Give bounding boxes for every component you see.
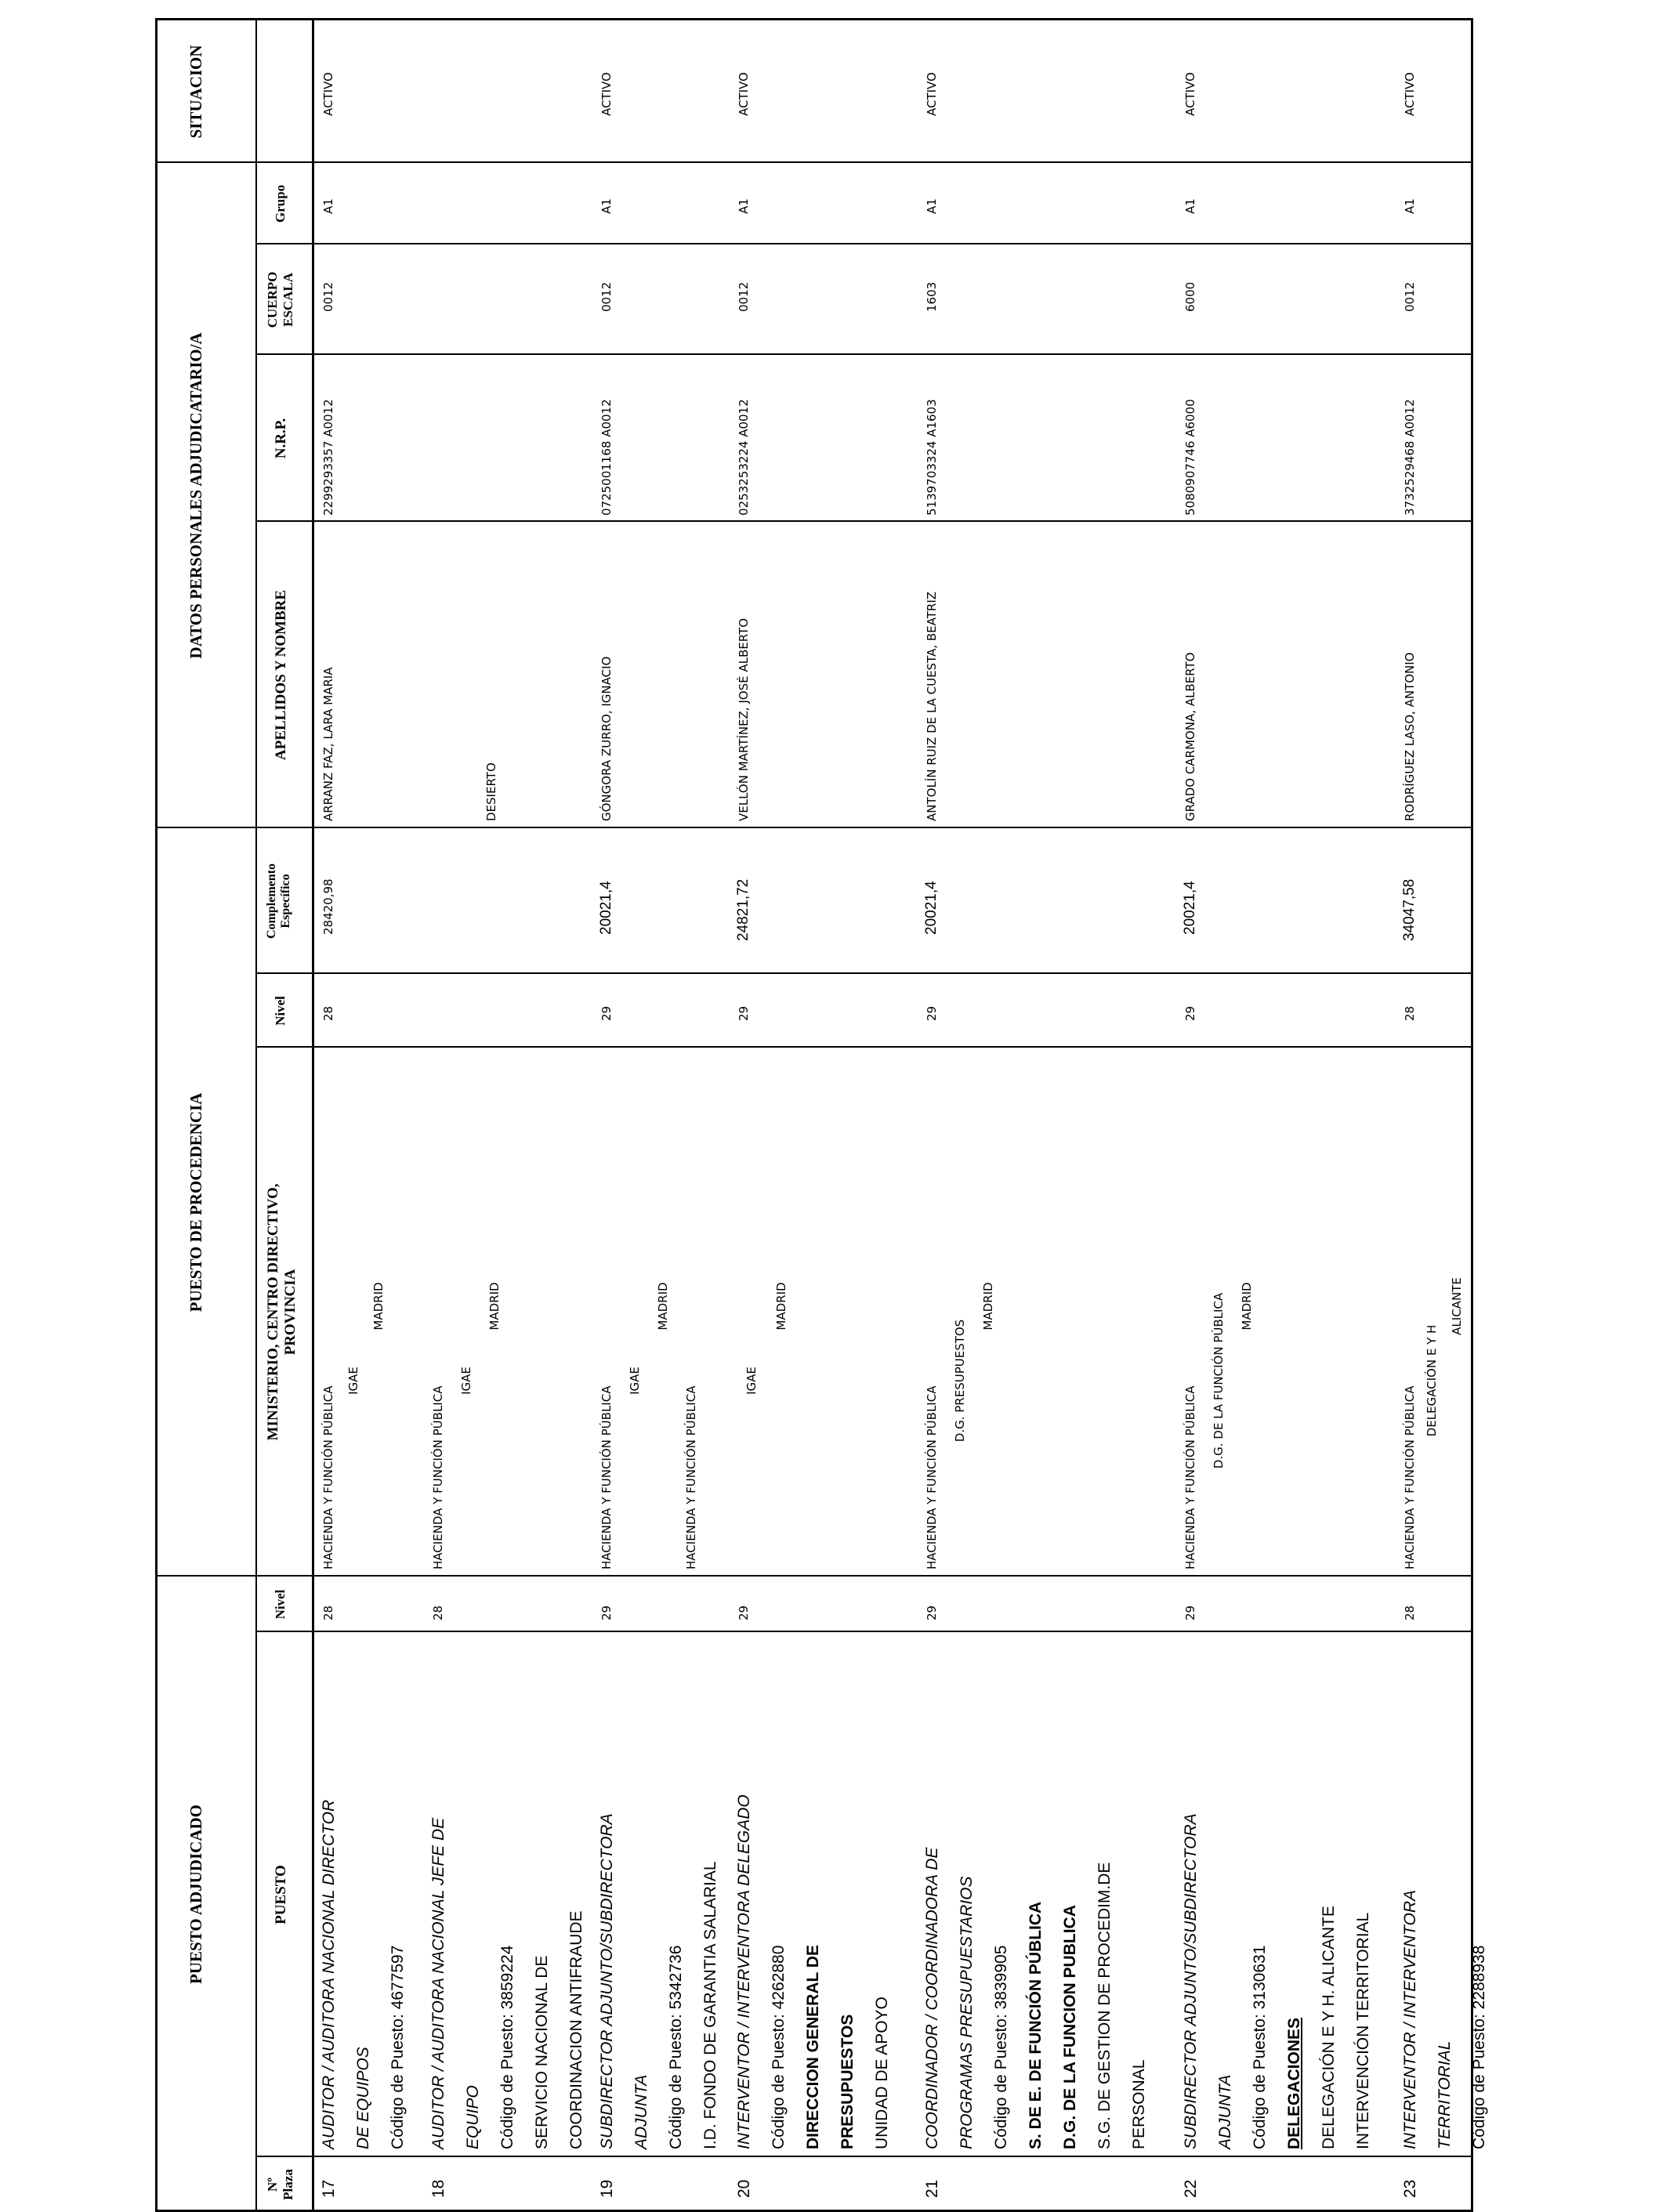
centro-directivo: IGAE xyxy=(628,1367,642,1395)
centro-directivo: IGAE xyxy=(459,1367,473,1395)
col-divider xyxy=(255,972,1473,974)
apellidos-nombre: VELLÓN MARTÍNEZ, JOSÉ ALBERTO xyxy=(737,617,751,821)
rotated-table-page xyxy=(155,18,1488,2212)
apellidos-nombre: ANTOLÍN RUIZ DE LA CUESTA, BEATRIZ xyxy=(925,591,939,821)
apellidos-nombre: DESIERTO xyxy=(484,762,498,821)
nrp: 0725001168 A0012 xyxy=(599,399,614,516)
nivel-proc: 29 xyxy=(925,1005,939,1021)
puesto-text: INTERVENTOR / INTERVENTORA TERRITORIAL Código de Puesto: 2288938 xyxy=(1401,1889,1488,2149)
complemento: 28420,98 xyxy=(321,878,335,935)
col-header-nivel-proc: Nivel xyxy=(273,996,288,1026)
nivel: 28 xyxy=(321,1605,335,1620)
plaza-number: 22 xyxy=(1182,2179,1200,2198)
ministerio: HACIENDA Y FUNCIÓN PÚBLICA xyxy=(1403,1385,1417,1569)
situacion: ACTIVO xyxy=(737,72,751,116)
header-situacion: SITUACION xyxy=(187,45,205,139)
group-divider xyxy=(155,161,1473,163)
plaza-number: 21 xyxy=(923,2179,941,2198)
table-border-top xyxy=(155,18,158,2212)
puesto-text: INTERVENTOR / INTERVENTORA DELEGADO Código de Puesto: 4262880 DIRECCION GENERAL DE PRESUPUESTOS UNIDAD DE APOYO xyxy=(735,1794,891,2149)
provincia: MADRID xyxy=(981,1282,995,1330)
complemento: 20021,4 xyxy=(598,881,614,935)
nivel-proc: 29 xyxy=(1183,1005,1197,1021)
puesto-text: AUDITOR / AUDITORA NACIONAL DIRECTOR DE EQUIPOS Código de Puesto: 4677597 xyxy=(320,1799,407,2149)
cuerpo-escala: 0012 xyxy=(1403,281,1417,312)
col-header-nrp: N.R.P. xyxy=(273,418,289,459)
header-puesto-adjudicado: PUESTO ADJUDICADO xyxy=(187,1805,205,1984)
provincia: MADRID xyxy=(1240,1282,1254,1330)
col-divider xyxy=(255,243,1473,244)
complemento: 24821,72 xyxy=(735,878,752,941)
ministerio: HACIENDA Y FUNCIÓN PÚBLICA xyxy=(321,1385,335,1569)
cuerpo-escala: 0012 xyxy=(599,281,614,312)
nivel: 28 xyxy=(1403,1605,1417,1620)
nivel: 29 xyxy=(925,1605,939,1620)
situacion: ACTIVO xyxy=(321,72,335,116)
provincia: MADRID xyxy=(774,1282,788,1330)
ministerio: HACIENDA Y FUNCIÓN PÚBLICA xyxy=(1183,1385,1197,1569)
centro-directivo: D.G. DE LA FUNCIÓN PÚBLICA xyxy=(1211,1292,1226,1469)
provincia: MADRID xyxy=(487,1282,502,1330)
col-header-plaza: Nº Plaza xyxy=(265,2169,295,2200)
grupo: A1 xyxy=(925,198,939,214)
col-header-grupo: Grupo xyxy=(273,184,288,223)
col-header-ministerio: MINISTERIO, CENTRO DIRECTIVO, PROVINCIA xyxy=(265,1183,299,1441)
grupo: A1 xyxy=(321,198,335,214)
puesto-text: SUBDIRECTOR ADJUNTO/SUBDIRECTORA ADJUNTA Código de Puesto: 3130631 DELEGACIONES DELEGACIÓN E Y H. ALICANTE INTERVENCIÓN TERRITORIAL xyxy=(1182,1813,1372,2149)
nivel-proc: 29 xyxy=(599,1005,614,1021)
situacion: ACTIVO xyxy=(1183,72,1197,116)
col-divider xyxy=(255,353,1473,355)
ministerio: HACIENDA Y FUNCIÓN PÚBLICA xyxy=(431,1385,445,1569)
plaza-number: 20 xyxy=(735,2179,753,2198)
col-divider xyxy=(255,1046,1473,1048)
nivel: 29 xyxy=(737,1605,751,1620)
header-puesto-procedencia: PUESTO DE PROCEDENCIA xyxy=(187,1092,205,1312)
plaza-number: 17 xyxy=(320,2179,338,2198)
col-header-apellidos: APELLIDOS Y NOMBRE xyxy=(273,589,289,761)
cuerpo-escala: 0012 xyxy=(737,281,751,312)
nrp: 2299293357 A0012 xyxy=(321,399,335,516)
complemento: 20021,4 xyxy=(923,881,940,935)
puesto-text: AUDITOR / AUDITORA NACIONAL JEFE DE EQUIPO Código de Puesto: 3859224 SERVICIO NACIONAL DE COORDINACION ANTIFRAUDE xyxy=(429,1817,585,2149)
nrp: 5080907746 A6000 xyxy=(1183,399,1197,516)
nivel: 29 xyxy=(599,1605,614,1620)
cuerpo-escala: 0012 xyxy=(321,281,335,312)
nivel-proc: 28 xyxy=(1403,1005,1417,1021)
provincia: ALICANTE xyxy=(1450,1277,1464,1335)
complemento: 20021,4 xyxy=(1182,881,1198,935)
situacion: ACTIVO xyxy=(1403,72,1417,116)
apellidos-nombre: GRADO CARMONA, ALBERTO xyxy=(1183,652,1197,821)
ministerio: HACIENDA Y FUNCIÓN PÚBLICA xyxy=(599,1385,614,1569)
plaza-number: 19 xyxy=(598,2179,616,2198)
group-divider xyxy=(155,827,1473,828)
ministerio: HACIENDA Y FUNCIÓN PÚBLICA xyxy=(925,1385,939,1569)
col-header-complemento: Complemento Específico xyxy=(265,863,293,939)
nivel: 29 xyxy=(1183,1605,1197,1620)
puesto-text: SUBDIRECTOR ADJUNTO/SUBDIRECTORA ADJUNTA Código de Puesto: 5342736 I.D. FONDO DE GARANTIA SALARIAL xyxy=(598,1813,719,2149)
situacion: ACTIVO xyxy=(599,72,614,116)
apellidos-nombre: GÓNGORA ZURRO, IGNACIO xyxy=(599,656,614,821)
apellidos-nombre: RODRÍGUEZ LASO, ANTONIO xyxy=(1403,652,1417,821)
col-divider xyxy=(255,1631,1473,1632)
table-border-bottom xyxy=(1471,18,1473,2212)
nivel: 28 xyxy=(431,1605,445,1620)
complemento: 34047,58 xyxy=(1401,878,1418,941)
cuerpo-escala: 1603 xyxy=(925,281,939,312)
col-divider xyxy=(255,2156,1473,2157)
col-header-cuerpo: CUERPO ESCALA xyxy=(265,271,295,328)
centro-directivo: D.G. PRESUPUESTOS xyxy=(953,1319,967,1443)
col-divider xyxy=(255,520,1473,522)
situacion: ACTIVO xyxy=(925,72,939,116)
nrp: 0253253224 A0012 xyxy=(737,399,751,516)
table-border-right xyxy=(155,18,1473,20)
ministerio: HACIENDA Y FUNCIÓN PÚBLICA xyxy=(684,1385,698,1569)
centro-directivo: DELEGACIÓN E Y H xyxy=(1425,1324,1439,1437)
cuerpo-escala: 6000 xyxy=(1183,281,1197,312)
plaza-number: 18 xyxy=(429,2179,447,2198)
col-header-nivel: Nivel xyxy=(273,1589,288,1620)
centro-directivo: IGAE xyxy=(744,1367,759,1395)
nivel-proc: 28 xyxy=(321,1005,335,1021)
grupo: A1 xyxy=(599,198,614,214)
nrp: 3732529468 A0012 xyxy=(1403,399,1417,516)
centro-directivo: IGAE xyxy=(346,1367,360,1395)
grupo: A1 xyxy=(1403,198,1417,214)
header-separator xyxy=(255,18,257,2212)
col-header-puesto: PUESTO xyxy=(273,1865,289,1924)
plaza-number: 23 xyxy=(1401,2179,1419,2198)
grupo: A1 xyxy=(1183,198,1197,214)
nivel-proc: 29 xyxy=(737,1005,751,1021)
grupo: A1 xyxy=(737,198,751,214)
provincia: MADRID xyxy=(656,1282,670,1330)
header-datos-personales: DATOS PERSONALES ADJUDICATARIO/A xyxy=(187,332,205,659)
nrp: 5139703324 A1603 xyxy=(925,399,939,516)
puesto-text: COORDINADOR / COORDINADORA DE PROGRAMAS PRESUPUESTARIOS Código de Puesto: 3839905 S. DE E. DE FUNCIÓN PÚBLICA D.G. DE LA FUNCION PUBLICA S.G. DE GESTION DE PROCEDIM.DE PERSONAL xyxy=(923,1847,1148,2149)
provincia: MADRID xyxy=(371,1282,386,1330)
apellidos-nombre: ARRANZ FAZ, LARA MARIA xyxy=(321,667,335,821)
